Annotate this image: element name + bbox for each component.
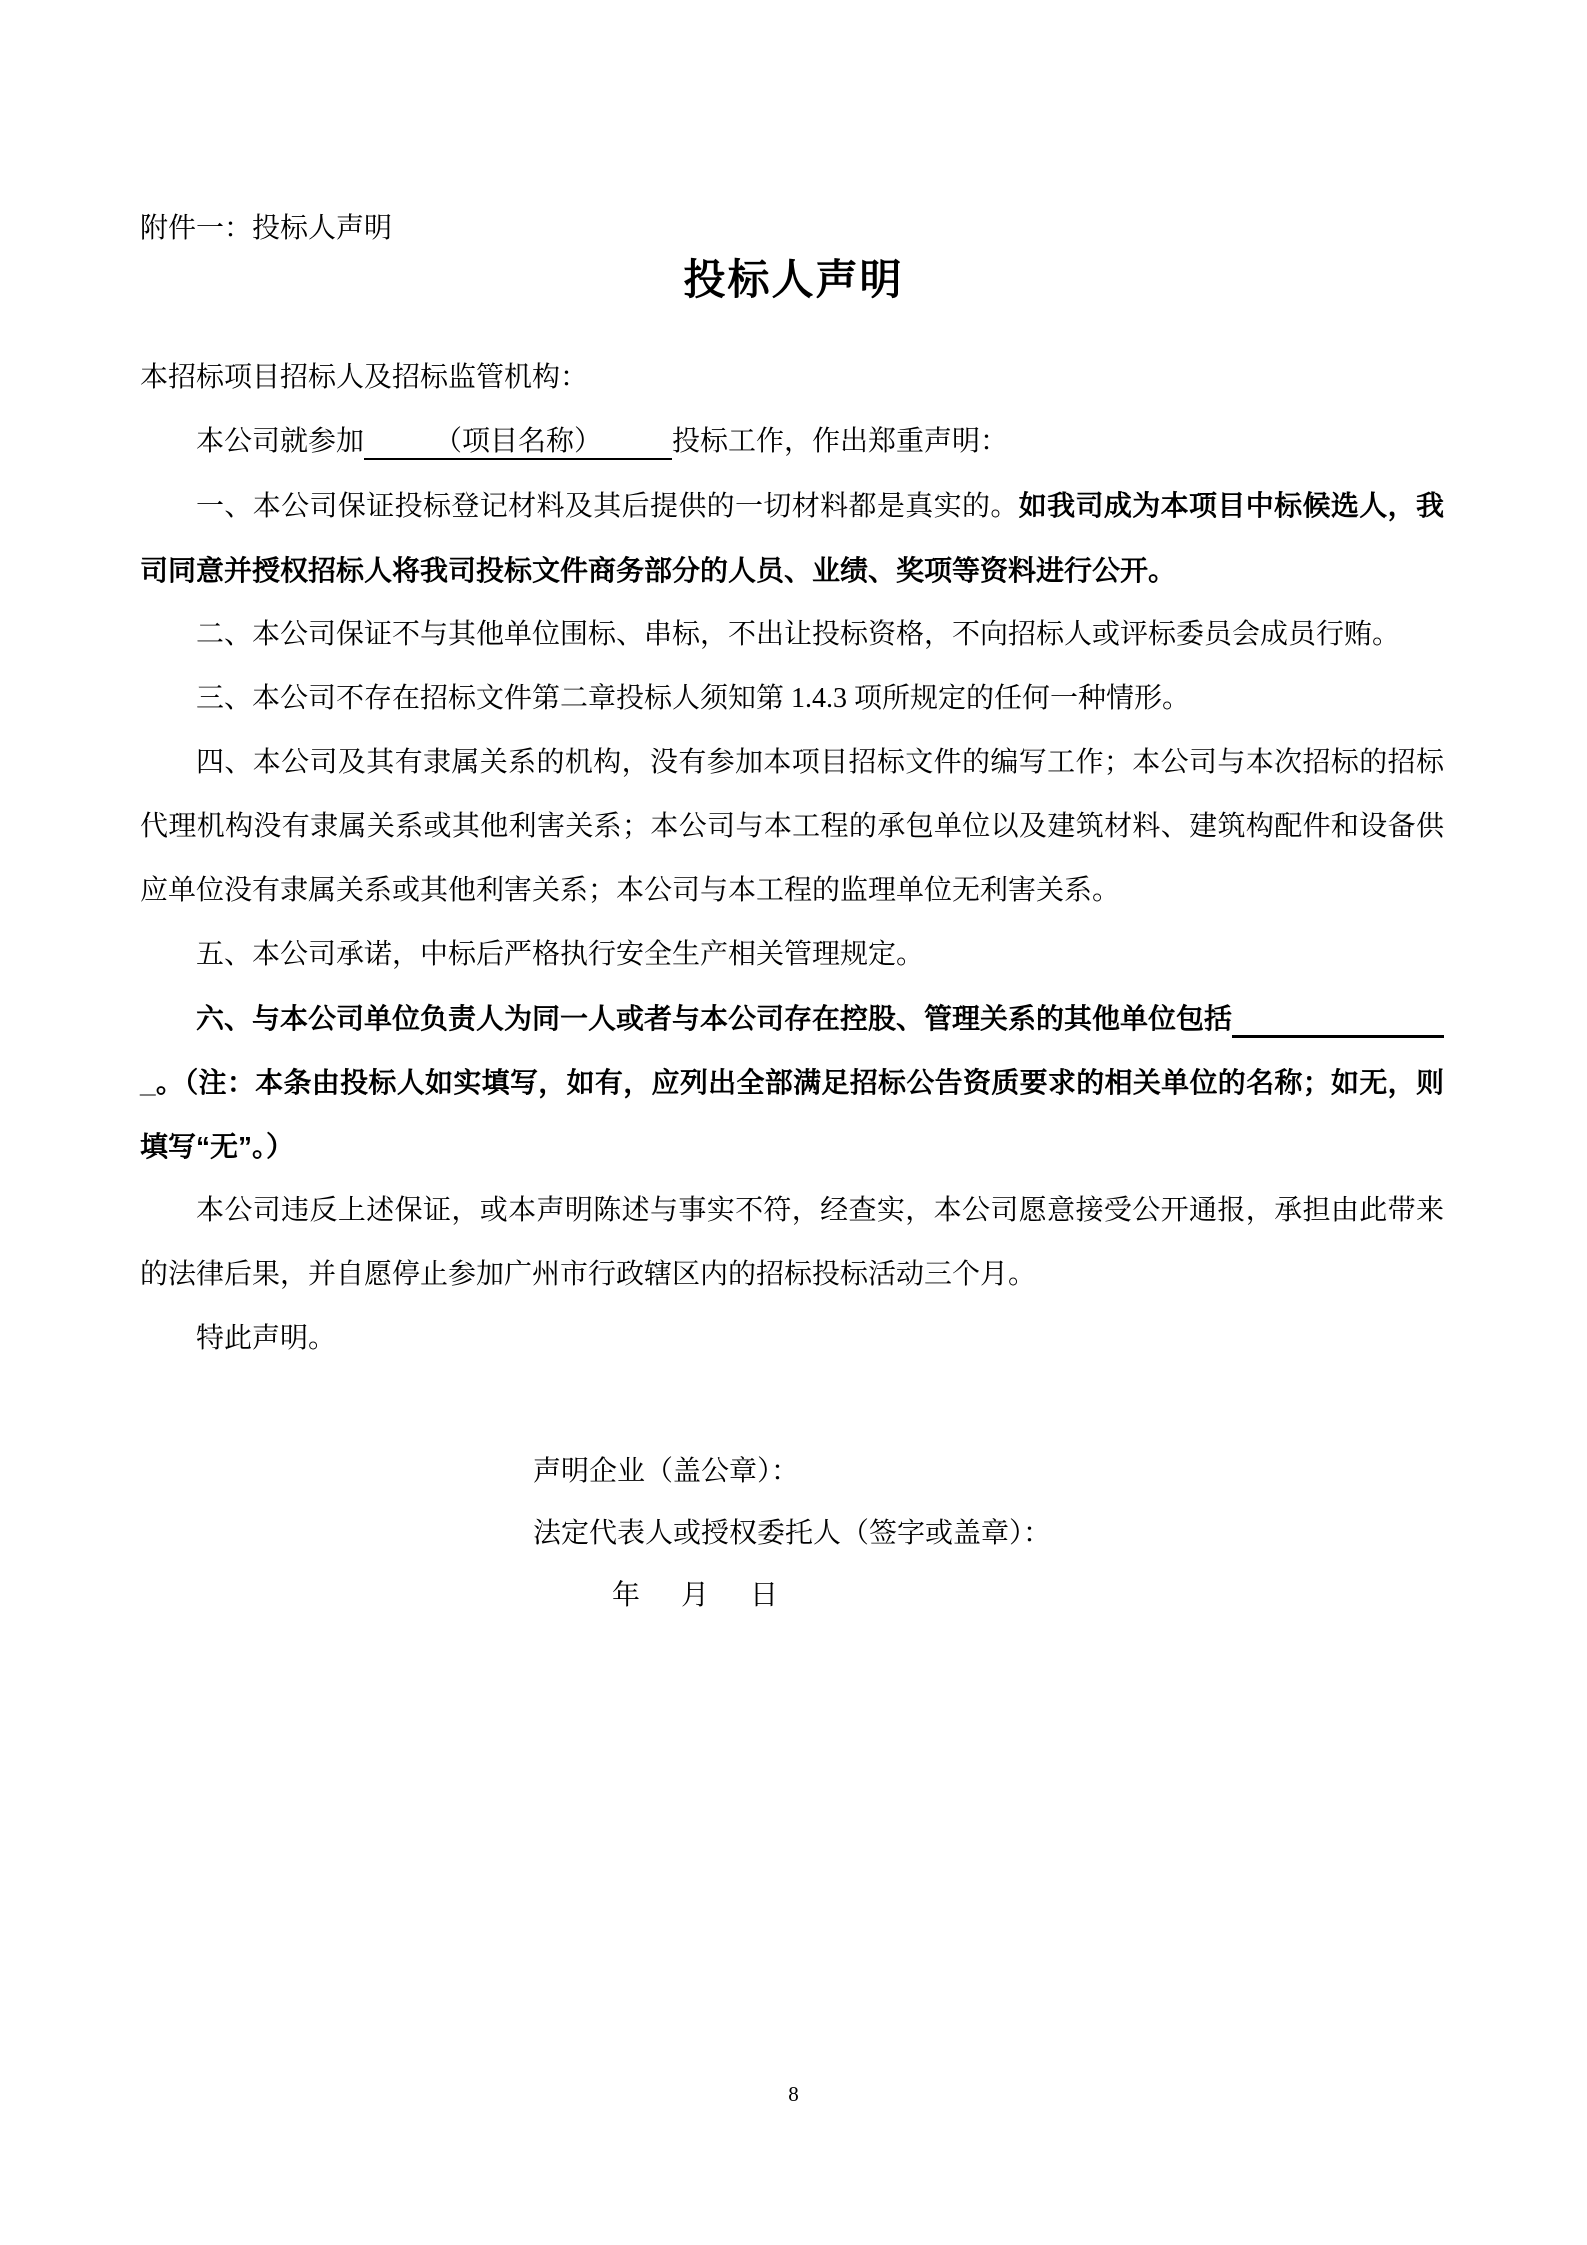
item6-text: 六、与本公司单位负责人为同一人或者与本公司存在控股、管理关系的其他单位包括	[196, 1003, 1233, 1034]
closing-line2: 的法律后果，并自愿停止参加广州市行政辖区内的招标投标活动三个月。	[140, 1259, 1037, 1290]
item6-blank-underline	[1232, 987, 1444, 1051]
item4-line2: 代理机构没有隶属关系或其他利害关系；本公司与本工程的承包单位以及建筑材料、建筑构配件和设备供	[140, 811, 1444, 842]
item2-line: 二、本公司保证不与其他单位围标、串标，不出让投标资格，不向招标人或评标委员会成员行贿。	[196, 619, 1401, 650]
item6-line	[140, 987, 1444, 1051]
date-day-label: 日	[750, 1580, 779, 1611]
attachment-label: 附件一：投标人声明	[140, 213, 393, 244]
item1-bold-text: 如我司成为本项目中标候选人，我	[1018, 490, 1444, 521]
date-year-label: 年	[612, 1580, 641, 1611]
intro-pre-text: 本公司就参加	[196, 426, 365, 457]
item4-line1: 四、本公司及其有隶属关系的机构，没有参加本项目招标文件的编写工作；本公司与本次招标的招标	[196, 747, 1444, 778]
item6-note-line1: _。（注：本条由投标人如实填写，如有，应列出全部满足招标公告资质要求的相关单位的名称；如无，则	[140, 1067, 1444, 1098]
page-title: 投标人声明	[683, 258, 904, 304]
document-body	[140, 346, 1444, 1371]
item4-line3: 应单位没有隶属关系或其他利害关系；本公司与本工程的监理单位无利害关系。	[140, 875, 1121, 906]
representative-sign-line: 法定代表人或授权委托人（签字或盖章）：	[533, 1518, 1052, 1549]
page-number: 8	[788, 2082, 799, 2106]
intro-post-text: 投标工作，作出郑重声明：	[672, 426, 1009, 457]
item1-line2: 司同意并授权招标人将我司投标文件商务部分的人员、业绩、奖项等资料进行公开。	[140, 555, 1177, 586]
signature-block	[0, 1441, 1587, 1627]
item6-note-line2: 填写“无”。）	[140, 1131, 295, 1162]
item1-line1	[140, 474, 1444, 539]
date-line	[533, 1565, 1587, 1627]
closing-line1: 本公司违反上述保证，或本声明陈述与事实不符，经查实，本公司愿意接受公开通报，承担由此带来	[196, 1195, 1444, 1226]
item3-line: 三、本公司不存在招标文件第二章投标人须知第 1.4.3 项所规定的任何一种情形。	[196, 683, 1191, 714]
salutation-line: 本招标项目招标人及招标监管机构：	[140, 362, 589, 393]
item5-line: 五、本公司承诺，中标后严格执行安全生产相关管理规定。	[196, 939, 925, 970]
company-seal-line: 声明企业（盖公章）：	[533, 1456, 800, 1487]
project-name-blank: （项目名称）	[364, 426, 672, 460]
closing-line3: 特此声明。	[196, 1323, 337, 1354]
date-month-label: 月	[681, 1580, 710, 1611]
item1-normal-text: 一、本公司保证投标登记材料及其后提供的一切材料都是真实的。	[196, 491, 1019, 522]
intro-line	[140, 410, 1444, 474]
